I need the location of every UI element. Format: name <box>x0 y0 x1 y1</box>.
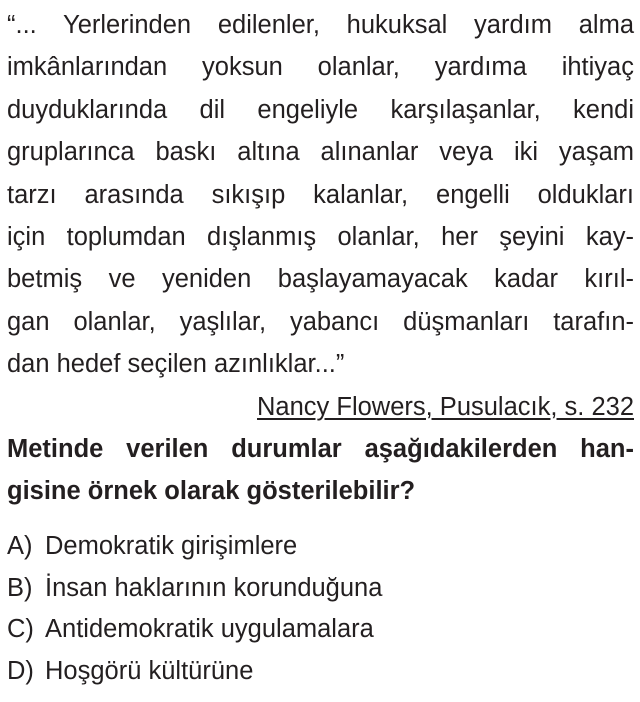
question-line: gisine örnek olarak gösterilebilir? <box>7 476 416 505</box>
option-d[interactable] <box>7 651 634 693</box>
option-text: İnsan haklarının korunduğuna <box>45 573 383 602</box>
option-text: Antidemokratik uygulamalara <box>45 615 374 644</box>
quote-line: için toplumdan dışlanmış olanlar, her şeyini kay- <box>7 222 634 251</box>
quote-line: dan hedef seçilen azınlıklar...” <box>7 350 345 379</box>
option-b[interactable] <box>7 568 634 610</box>
quote-line: betmiş ve yeniden başlayamayacak kadar kırıl- <box>7 265 634 294</box>
question-page <box>7 4 634 692</box>
option-text: Demokratik girişimlere <box>45 532 298 561</box>
option-text: Hoşgörü kültürüne <box>45 656 254 685</box>
option-letter: D) <box>7 656 34 685</box>
option-letter: C) <box>7 615 34 644</box>
question-stem <box>7 428 634 513</box>
quote-line: “... Yerlerinden edilenler, hukuksal yardım alma <box>7 11 634 39</box>
option-a[interactable] <box>7 526 634 568</box>
quote-line: tarzı arasında sıkışıp kalanlar, engelli oldukları <box>7 180 634 209</box>
source-citation: Nancy Flowers, Pusulacık, s. 232 <box>257 392 634 421</box>
quote-passage <box>7 4 634 386</box>
question-line: Metinde verilen durumlar aşağıdakilerden han- <box>7 434 634 463</box>
quote-line: gruplarınca baskı altına alınanlar veya iki yaşam <box>7 138 634 167</box>
option-c[interactable] <box>7 609 634 651</box>
quote-line: imkânlarından yoksun olanlar, yardıma ihtiyaç <box>7 53 634 82</box>
quote-source <box>7 386 634 428</box>
option-letter: A) <box>7 532 33 561</box>
quote-line: gan olanlar, yaşlılar, yabancı düşmanları tarafın- <box>7 307 634 336</box>
quote-line: duyduklarında dil engeliyle karşılaşanlar, kendi <box>7 95 634 124</box>
answer-options <box>7 526 634 692</box>
option-letter: B) <box>7 573 33 602</box>
